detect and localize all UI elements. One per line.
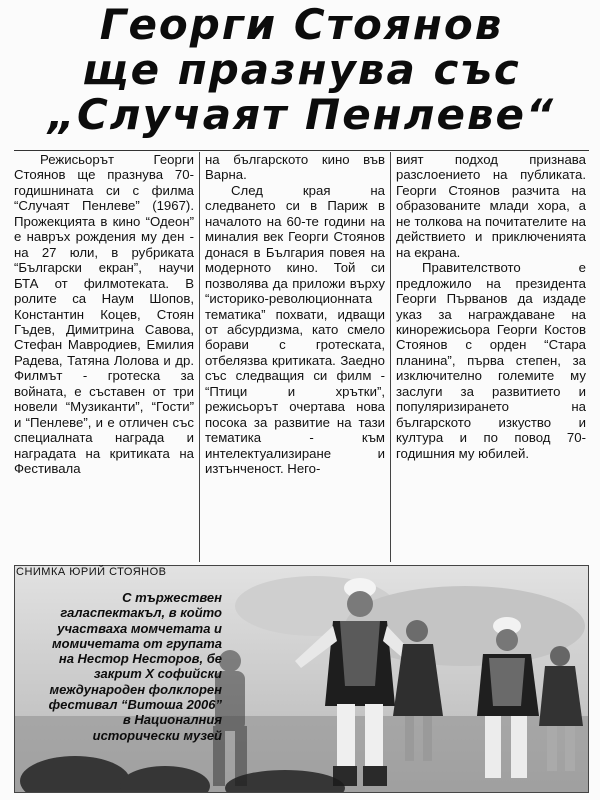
headline-line-1: Георги Стоянов (99, 0, 504, 49)
headline-line-3: „Случаят Пенлеве“ (47, 90, 556, 139)
photo-caption: С тържествен галаспектакъл, в който участваха момчетата и момичетата от групата на Нестор Несторов, бе закрит Х софийски международен фолклорен фестивал “Витоша 2006” в Националния исторически музей (48, 590, 222, 743)
article-column-3 (396, 152, 586, 562)
headline-line-2: ще празнува със (82, 45, 521, 94)
article-column-2 (205, 152, 385, 562)
article-paragraph: След края на следването си в Париж в началото на 60-те години на миналия век Георги Стоянов донася в България повея на модерното кино. Той си позволява да приложи върху “историко-революционната тематика” похвати, идващи от абсурдизма, като смело борави с гротескатa, отбелязва критиката. Заедно със следващия си филм - “Птици и хрътки”, режисьорът очертава нова посока за развитие на тази тематика - към интелектуализиране и изтънченост. Него- (205, 182, 385, 477)
article-paragraph: на българското кино във Варна. (205, 152, 385, 183)
article-column-1 (14, 152, 194, 562)
column-divider (199, 152, 200, 562)
article-headline (14, 2, 589, 148)
article-paragraph: вият подход признава разслоението на публиката. Георги Стоянов разчита на образованите млади хора, а не толкова на почитателите на действието и приключенията на екрана. (396, 152, 586, 260)
article-paragraph: Режисьорът Георги Стоянов ще празнува 70-годишнината си с филма “Случаят Пенлеве” (1967). Прожекцията в кино “Одеон” е навръх рождения му ден - на 27 юли, в рубриката “Български екран”, научи БТА от филмотеката. В ролите са Наум Шопов, Константин Коцев, Стоян Гъдев, Димитрина Савова, Стефан Мавродиев, Емилия Радева, Татяна Лолова и др. Филмът - гротеска за войната, е съставен от три новели “Музиканти”, “Гости” и “Пенлеве”, и е отличен със специалната награда и наградата на критиката на Фестивала (14, 152, 194, 477)
photo-credit: СНИМКА ЮРИЙ СТОЯНОВ (16, 566, 167, 578)
article-paragraph: Правителството е предложило на президента Георги Първанов да издаде указ за награждаване на кинорежисьора Георги Костов Стоянов с орден “Стара планина”, първа степен, за изключително големите му заслуги за развитието и популяризирането на българското изкуство и култура и по повод 70-годишния му юбилей. (396, 260, 586, 461)
column-divider (390, 152, 391, 562)
headline-divider (14, 150, 589, 151)
